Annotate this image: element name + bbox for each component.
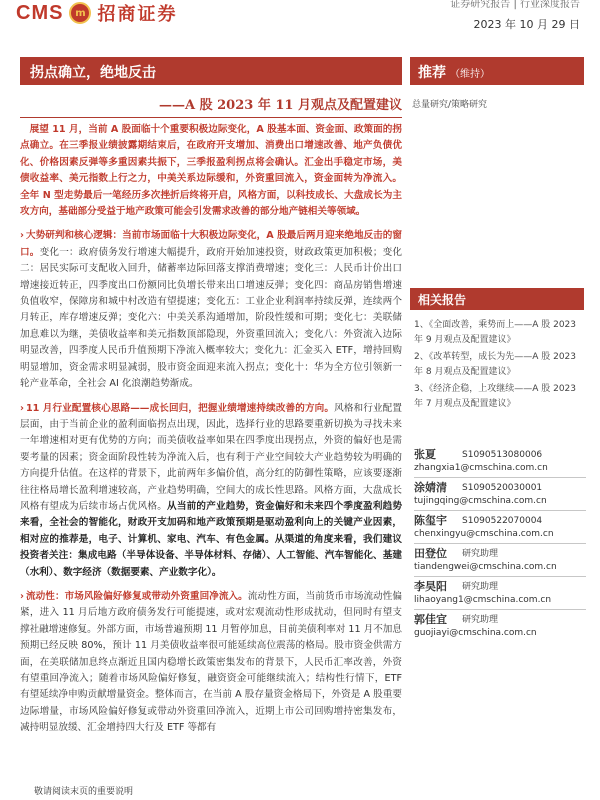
section-market-view	[20, 228, 402, 392]
analyst-email[interactable]: chenxingyu@cmschina.com.cn	[414, 529, 554, 539]
analyst-name: 郭佳宜	[414, 613, 447, 626]
section2-lead: 11 月行业配置核心思路——成长回归，把握业绩增速持续改善的方向。	[25, 402, 335, 414]
analyst-list	[414, 448, 586, 643]
abstract: 展望 11 月，当前 A 股面临十个重要积极边际变化，A 股基本面、资金面、政策面的拐点确立。在三季报业绩披露期结束后，在政府开支增加、消费出口增速改善、地产负债优化、价格因素反弹等多重因素共振下，三季报盈利拐点将会确认。汇金出手稳定市场，美债收益率、美元指数上行之力，中美关系边际缓和，外资重回流入，资金面转为净流入。全年 N 型走势最后一笔经历多次挫折后终将开启，风格方面，以科技成长、大盘成长为主攻方向，基础部分受益于地产政策可能会引发需求改善的部分地产链相关等领域。	[20, 124, 402, 218]
analyst-name: 田登位	[414, 547, 447, 560]
analyst-email[interactable]: guojiayi@cmschina.com.cn	[414, 628, 537, 638]
rating-badge	[410, 57, 584, 85]
analyst-email[interactable]: tujingqing@cmschina.com.cn	[414, 496, 547, 506]
company-logo	[16, 0, 177, 26]
logo-en: CMS	[16, 1, 64, 24]
analyst-name: 李昊阳	[414, 580, 447, 593]
analyst-id: 研究助理	[462, 582, 499, 592]
analyst-name: 陈玺宇	[414, 514, 447, 527]
chart-placeholder	[412, 130, 584, 280]
related-reports-list	[414, 318, 586, 414]
doc-type: 证券研究报告 | 行业深度报告	[450, 0, 580, 10]
rating-sub: （维持）	[450, 69, 490, 80]
analyst-id: S1090513080006	[462, 450, 543, 460]
analyst-entry	[414, 613, 586, 640]
section3-lead: 流动性：市场风险偏好修复或带动外资重回净流入。	[25, 590, 248, 602]
analyst-email[interactable]: zhangxia1@cmschina.com.cn	[414, 463, 548, 473]
divider	[20, 117, 402, 118]
report-date: 2023 年 10 月 29 日	[473, 18, 580, 31]
analyst-id: S1090522070004	[462, 516, 543, 526]
footer-note: 敬请阅读末页的重要说明	[34, 787, 134, 797]
analyst-id: 研究助理	[462, 615, 499, 625]
section1-lead: 大势研判和核心逻辑：	[25, 230, 123, 242]
analyst-id: S1090520030001	[462, 483, 543, 493]
related-report-item[interactable]: 3、《经济企稳，上攻继续——A 股 2023 年 7 月观点及配置建议》	[414, 384, 577, 409]
section2-body: 风格和行业配置层面，由于当前企业的盈利面临拐点出现，因此，选择行业的思路要重新切换为寻找未来一年增速相对更有优势的方向；而美债收益率如果在四季度出现拐点，外资的偏好也是需要考量的因素；资金面阶段性转为净流入后，也有利于产业空间较大产业趋势较为明确的方向提升估值。在这样的背景下，此前两年多偏价值，高分红的防御性策略，应该要逐渐往往格局增长盈利增速较高，产业趋势明确，空间大的成长性思路。风格方面，大盘成长风格有望成为后续市场占优风格。	[20, 402, 402, 512]
analyst-entry	[414, 448, 586, 478]
analyst-id: 研究助理	[462, 549, 499, 559]
logo-cn: 招商证券	[97, 4, 178, 25]
analyst-entry	[414, 514, 586, 544]
section-liquidity	[20, 589, 402, 737]
analyst-entry	[414, 580, 586, 610]
logo-mark-icon: m	[69, 2, 91, 24]
analyst-entry	[414, 547, 586, 577]
report-subtitle: ——A 股 2023 年 11 月观点及配置建议	[159, 98, 402, 113]
analyst-email[interactable]: lihaoyang1@cmschina.com.cn	[414, 595, 552, 605]
rating-label: 推荐	[418, 65, 446, 81]
report-title: 拐点确立，绝地反击	[20, 57, 402, 85]
analyst-name: 张夏	[414, 448, 436, 461]
report-category: 总量研究/策略研究	[412, 100, 488, 110]
section3-body: 流动性方面，当前货币市场流动性偏紧，进入 11 月后地方政府债务发行可能提速，或对宏观流动性形成扰动，但同时有望支撑社融增速修复。外部方面，市场普遍预期 11 月暂停加息，目前美债利率对 11 月不加息预期已经反映 80%，预计 11 月美债收益率很可能延续高位震荡的格局。股市资金供需方面，在美联储加息终点渐近且国内稳增长政策密集发布的背景下，人民币汇率改善，外资有望重回净流入；随着市场风险偏好修复，融资资金可能继续流入；结构性行情下，ETF 有望延续净申购贡献增量资金。整体而言，在当前 A 股存量资金格局下，外资是 A 股重要边际增量，市场风险偏好修复或带动外资重回净流入，近期上市公司回购增持密集发布，减持明显放缓、汇金增持四大行及 ETF 等都有	[20, 590, 403, 734]
analyst-email[interactable]: tiandengwei@cmschina.com.cn	[414, 562, 557, 572]
analyst-entry	[414, 481, 586, 511]
related-report-item[interactable]: 2、《改革转型，成长为先——A 股 2023 年 8 月观点及配置建议》	[414, 352, 577, 377]
section1-lead-highlight: 当前市场面临十大积极边际变化，A 股最后两月迎来绝地反击的窗口。	[20, 230, 403, 258]
section1-body: 变化一：政府债务发行增速大幅提升，政府开始加速投资，财政政策更加积极；变化二：居民实际可支配收入回升，储蓄率边际回落支撑消费增速；变化三：人民币计价出口增速接近转正，四季度出口份额同比负增长带来出口增速反弹；变化四：商品房销售增速负值收窄，保障房和城中村改造有望提速；变化五：工业企业利润率持续反弹，连续两个月转正，库存增速反弹；变化六：中美关系沟通增加，阶段性缓和可期；变化七：美联储加息难以为继，美债收益率和美元指数顶部隐现，外资重回流入；变化八：外资流入边际明显改善，四季度人民币升值预期下净流入概率较大；变化九：汇金买入 ETF，增持回购明显增加，资金需求明显减弱，股市资金面迎来流入拐点；变化十：华为全方位引领新一轮产业革命，全社会 AI 化浪潮趋势渐成。	[20, 246, 403, 390]
bullet-arrow-icon: ›	[20, 230, 24, 242]
section-industry-allocation	[20, 401, 402, 581]
analyst-name: 涂婧清	[414, 481, 447, 494]
related-reports-title: 相关报告	[410, 288, 584, 310]
related-report-item[interactable]: 1、《全面改善，乘势而上——A 股 2023 年 9 月观点及配置建议》	[414, 320, 577, 345]
report-header-info	[450, 0, 580, 32]
section2-bold: 从当前的产业趋势，资金偏好和未来四个季度盈利趋势来看，全社会的智能化，财政开支加码和地产政策预期是驱动盈利向上的关键产业因素，相对应的推荐是，电子、计算机、家电、汽车、有色金属。从渠道的角度来看，我们建议投资者关注：集成电路（半导体设备、半导体材料、存储）、人工智能、汽车智能化、基建（水利）、数字经济（数据要素、产业数字化）。	[20, 500, 403, 578]
bullet-arrow-icon: ›	[20, 590, 24, 602]
bullet-arrow-icon: ›	[20, 402, 24, 414]
main-body	[20, 122, 402, 737]
